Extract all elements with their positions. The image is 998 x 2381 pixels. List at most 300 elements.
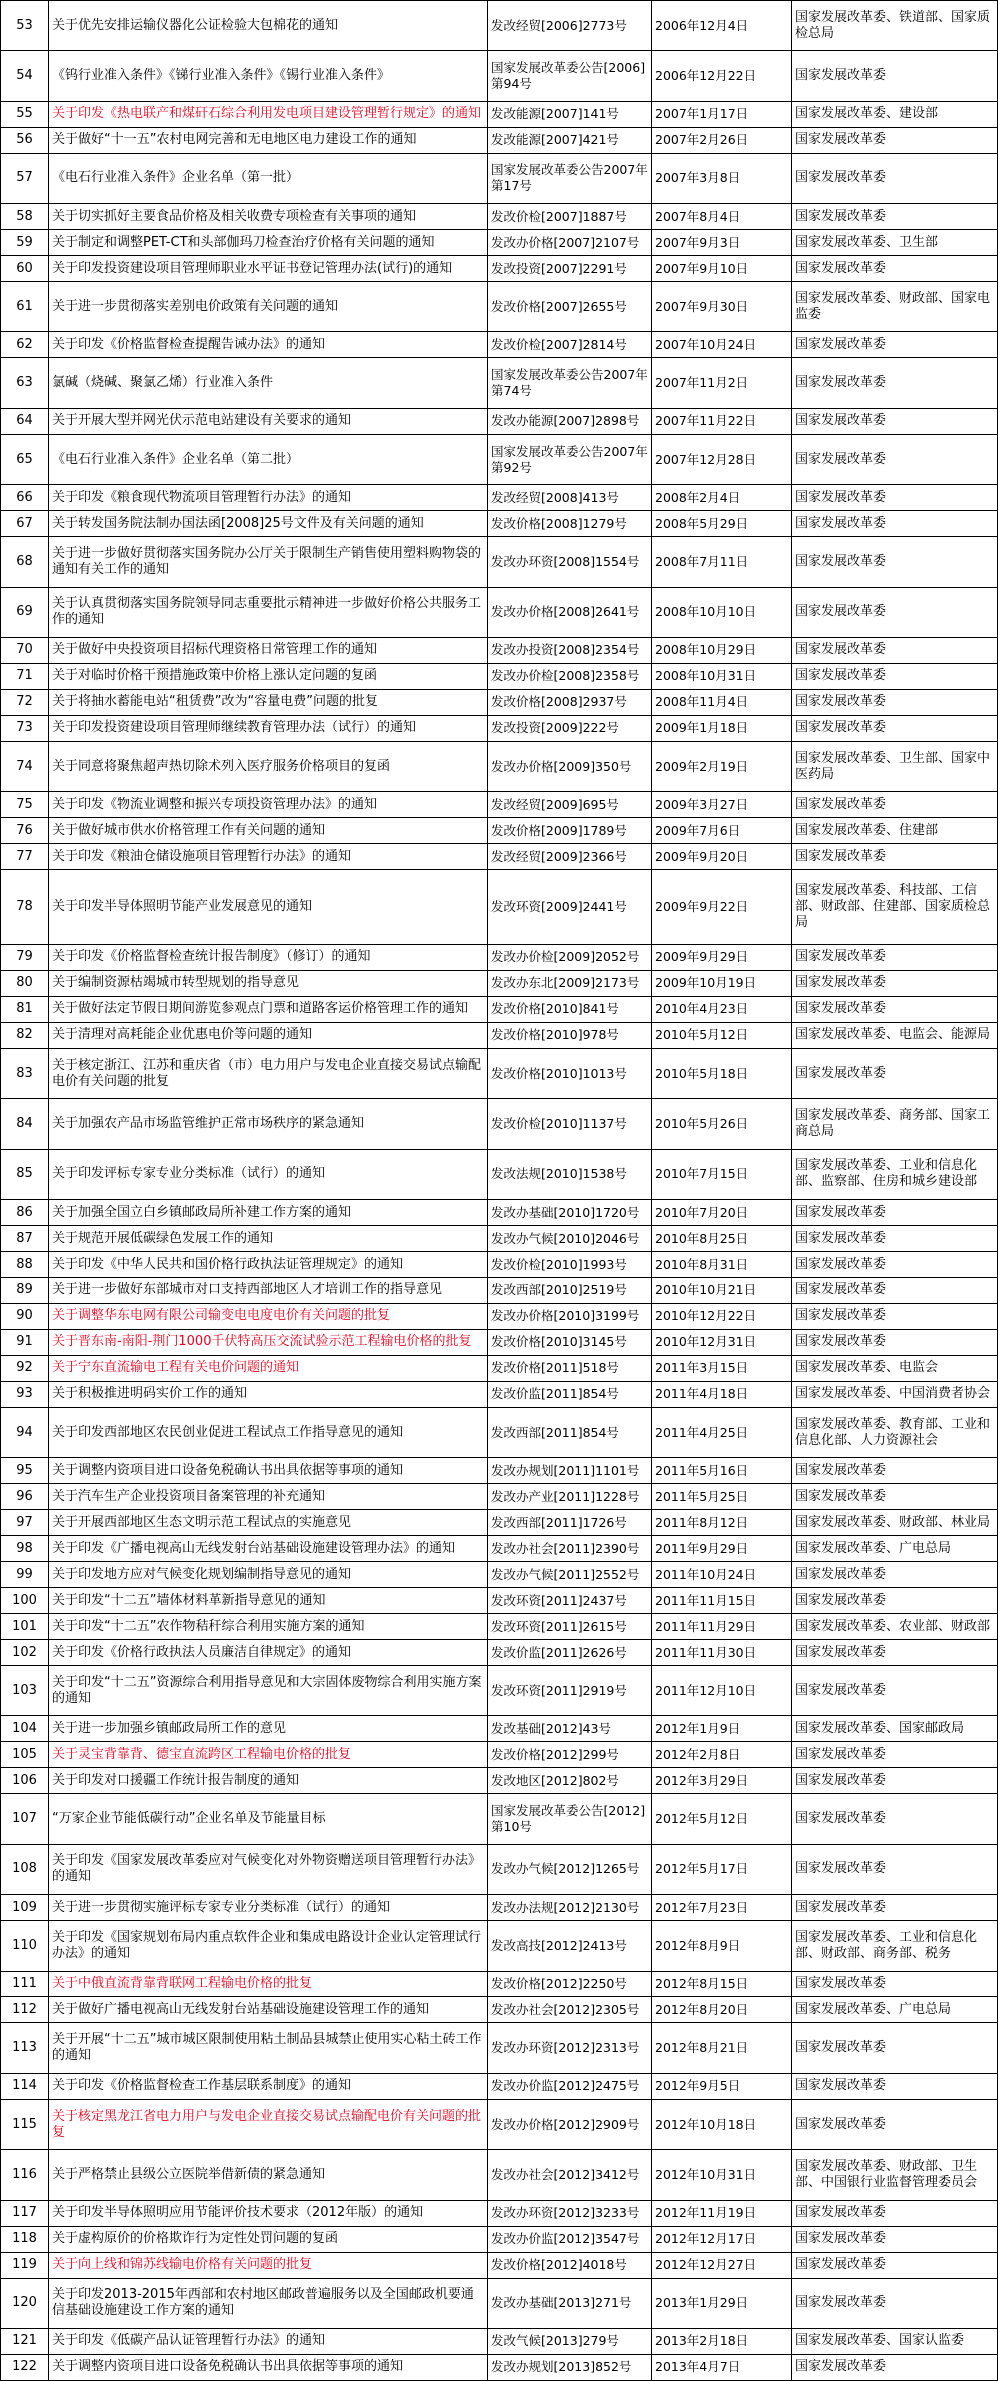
issue-date: 2011年9月29日 xyxy=(652,1536,792,1562)
issuing-department: 国家发展改革委、电监会 xyxy=(792,1355,998,1381)
issue-date: 2012年1月9日 xyxy=(652,1716,792,1742)
document-number: 发改地区[2012]802号 xyxy=(488,1768,652,1794)
document-number: 发改办价检[2009]2052号 xyxy=(488,945,652,971)
table-row xyxy=(1,1278,998,1304)
issuing-department: 国家发展改革委 xyxy=(792,127,998,153)
document-title: 关于进一步贯彻落实差别电价政策有关问题的通知 xyxy=(49,282,488,332)
issue-date: 2009年9月29日 xyxy=(652,945,792,971)
issue-date: 2008年10月29日 xyxy=(652,637,792,663)
issuing-department: 国家发展改革委、科技部、工信部、财政部、住建部、国家质检总局 xyxy=(792,870,998,945)
document-title: 《电石行业准入条件》企业名单（第二批） xyxy=(49,434,488,484)
row-number: 81 xyxy=(1,996,49,1022)
row-number: 88 xyxy=(1,1252,49,1278)
issuing-department: 国家发展改革委 xyxy=(792,1588,998,1614)
issue-date: 2007年3月8日 xyxy=(652,153,792,203)
issuing-department: 国家发展改革委 xyxy=(792,408,998,434)
issuing-department: 国家发展改革委 xyxy=(792,2023,998,2073)
document-number: 发改环资[2009]2441号 xyxy=(488,870,652,945)
document-number: 发改办价格[2008]2641号 xyxy=(488,587,652,637)
document-number: 发改办规划[2013]852号 xyxy=(488,2354,652,2380)
document-number: 发改办价格[2010]3199号 xyxy=(488,1303,652,1329)
document-number: 发改经贸[2009]695号 xyxy=(488,792,652,818)
row-number: 98 xyxy=(1,1536,49,1562)
issue-date: 2008年5月29日 xyxy=(652,511,792,537)
document-title: 关于中俄直流背靠背联网工程输电价格的批复 xyxy=(49,1971,488,1997)
document-number: 发改投资[2009]222号 xyxy=(488,715,652,741)
row-number: 74 xyxy=(1,741,49,791)
row-number: 91 xyxy=(1,1329,49,1355)
document-number: 发改价检[2007]1887号 xyxy=(488,204,652,230)
document-number: 发改价检[2010]1993号 xyxy=(488,1252,652,1278)
table-row xyxy=(1,1536,998,1562)
table-row xyxy=(1,127,998,153)
document-title: 关于印发投资建设项目管理师继续教育管理办法（试行）的通知 xyxy=(49,715,488,741)
row-number: 70 xyxy=(1,637,49,663)
document-number: 发改办价检[2008]2358号 xyxy=(488,663,652,689)
document-title: 关于制定和调整PET-CT和头部伽玛刀检查治疗价格有关问题的通知 xyxy=(49,230,488,256)
table-row xyxy=(1,153,998,203)
table-row xyxy=(1,434,998,484)
issue-date: 2009年7月6日 xyxy=(652,818,792,844)
document-number: 发改办环资[2012]2313号 xyxy=(488,2023,652,2073)
table-row xyxy=(1,230,998,256)
document-title: 关于印发《价格监督检查统计报告制度》（修订）的通知 xyxy=(49,945,488,971)
document-number: 发改办价格[2009]350号 xyxy=(488,741,652,791)
issue-date: 2012年5月12日 xyxy=(652,1794,792,1844)
document-number: 发改办价格[2007]2107号 xyxy=(488,230,652,256)
issue-date: 2012年10月18日 xyxy=(652,2099,792,2149)
row-number: 100 xyxy=(1,1588,49,1614)
document-number: 发改办基础[2010]1720号 xyxy=(488,1200,652,1226)
document-number: 发改价格[2010]841号 xyxy=(488,996,652,1022)
document-number: 发改高技[2012]2413号 xyxy=(488,1921,652,1971)
table-row xyxy=(1,282,998,332)
issuing-department: 国家发展改革委、财政部、国家电监委 xyxy=(792,282,998,332)
issue-date: 2008年7月11日 xyxy=(652,537,792,587)
document-number: 发改价格[2010]3145号 xyxy=(488,1329,652,1355)
issue-date: 2009年9月20日 xyxy=(652,844,792,870)
row-number: 61 xyxy=(1,282,49,332)
table-row xyxy=(1,1742,998,1768)
document-title: 关于调整内资项目进口设备免税确认书出具依据等事项的通知 xyxy=(49,1458,488,1484)
document-title: “万家企业节能低碳行动”企业名单及节能量目标 xyxy=(49,1794,488,1844)
issuing-department: 国家发展改革委 xyxy=(792,1458,998,1484)
document-title: 关于开展大型并网光伏示范电站建设有关要求的通知 xyxy=(49,408,488,434)
table-row xyxy=(1,1588,998,1614)
issue-date: 2013年2月18日 xyxy=(652,2328,792,2354)
table-row xyxy=(1,715,998,741)
issuing-department: 国家发展改革委、农业部、财政部 xyxy=(792,1614,998,1640)
table-row xyxy=(1,741,998,791)
row-number: 62 xyxy=(1,332,49,358)
table-row xyxy=(1,1022,998,1048)
table-row xyxy=(1,101,998,127)
document-title: 关于同意将聚焦超声热切除术列入医疗服务价格项目的复函 xyxy=(49,741,488,791)
row-number: 63 xyxy=(1,358,49,408)
document-title: 关于印发2013-2015年西部和农村地区邮政普遍服务以及全国邮政机要通信基础设施建设工作方案的通知 xyxy=(49,2278,488,2328)
document-title: 关于调整内资项目进口设备免税确认书出具依据等事项的通知 xyxy=(49,2354,488,2380)
document-title: 关于印发《广播电视高山无线发射台站基础设施建设管理办法》的通知 xyxy=(49,1536,488,1562)
table-row xyxy=(1,1971,998,1997)
table-row xyxy=(1,870,998,945)
document-title: 关于开展西部地区生态文明示范工程试点的实施意见 xyxy=(49,1510,488,1536)
document-title: 关于印发《国家发展改革委应对气候变化对外物资赠送项目管理暂行办法》的通知 xyxy=(49,1844,488,1894)
table-row xyxy=(1,792,998,818)
document-number: 发改办法规[2012]2130号 xyxy=(488,1895,652,1921)
document-title: 关于进一步做好东部城市对口支持西部地区人才培训工作的指导意见 xyxy=(49,1278,488,1304)
issue-date: 2011年3月15日 xyxy=(652,1355,792,1381)
document-title: 关于认真贯彻落实国务院领导同志重要批示精神进一步做好价格公共服务工作的通知 xyxy=(49,587,488,637)
issue-date: 2011年4月18日 xyxy=(652,1381,792,1407)
table-row xyxy=(1,2150,998,2200)
document-title: 关于做好“十一五”农村电网完善和无电地区电力建设工作的通知 xyxy=(49,127,488,153)
row-number: 54 xyxy=(1,51,49,101)
row-number: 120 xyxy=(1,2278,49,2328)
table-row xyxy=(1,1381,998,1407)
document-number: 发改办规划[2011]1101号 xyxy=(488,1458,652,1484)
issuing-department: 国家发展改革委 xyxy=(792,587,998,637)
row-number: 115 xyxy=(1,2099,49,2149)
row-number: 56 xyxy=(1,127,49,153)
document-number: 发改价格[2011]518号 xyxy=(488,1355,652,1381)
row-number: 106 xyxy=(1,1768,49,1794)
table-row xyxy=(1,1666,998,1716)
document-number: 国家发展改革委公告2007年第17号 xyxy=(488,153,652,203)
issue-date: 2012年12月17日 xyxy=(652,2226,792,2252)
table-row xyxy=(1,1048,998,1098)
document-title: 关于做好法定节假日期间游览参观点门票和道路客运价格管理工作的通知 xyxy=(49,996,488,1022)
issue-date: 2011年11月29日 xyxy=(652,1614,792,1640)
document-number: 发改办社会[2012]2305号 xyxy=(488,1997,652,2023)
issue-date: 2012年2月8日 xyxy=(652,1742,792,1768)
issue-date: 2012年12月27日 xyxy=(652,2252,792,2278)
table-row xyxy=(1,1895,998,1921)
issue-date: 2011年10月24日 xyxy=(652,1562,792,1588)
document-title: 关于核定浙江、江苏和重庆省（市）电力用户与发电企业直接交易试点输配电价有关问题的批复 xyxy=(49,1048,488,1098)
issuing-department: 国家发展改革委、广电总局 xyxy=(792,1997,998,2023)
issue-date: 2011年11月30日 xyxy=(652,1640,792,1666)
document-title: 关于清理对高耗能企业优惠电价等问题的通知 xyxy=(49,1022,488,1048)
table-row xyxy=(1,1716,998,1742)
row-number: 118 xyxy=(1,2226,49,2252)
document-number: 发改办能源[2007]2898号 xyxy=(488,408,652,434)
table-body xyxy=(1,1,998,2381)
document-number: 发改价监[2011]854号 xyxy=(488,1381,652,1407)
issuing-department: 国家发展改革委 xyxy=(792,2073,998,2099)
document-title: 关于开展“十二五”城市城区限制使用粘土制品县城禁止使用实心粘土砖工作的通知 xyxy=(49,2023,488,2073)
row-number: 64 xyxy=(1,408,49,434)
issuing-department: 国家发展改革委、商务部、国家工商总局 xyxy=(792,1099,998,1149)
issue-date: 2012年5月17日 xyxy=(652,1844,792,1894)
row-number: 114 xyxy=(1,2073,49,2099)
issuing-department: 国家发展改革委、中国消费者协会 xyxy=(792,1381,998,1407)
document-number: 发改环资[2011]2437号 xyxy=(488,1588,652,1614)
issue-date: 2010年4月23日 xyxy=(652,996,792,1022)
row-number: 67 xyxy=(1,511,49,537)
document-number: 发改经贸[2008]413号 xyxy=(488,485,652,511)
issuing-department: 国家发展改革委 xyxy=(792,996,998,1022)
issuing-department: 国家发展改革委 xyxy=(792,2200,998,2226)
issue-date: 2011年4月25日 xyxy=(652,1407,792,1457)
issue-date: 2008年2月4日 xyxy=(652,485,792,511)
table-row xyxy=(1,663,998,689)
table-row xyxy=(1,408,998,434)
row-number: 94 xyxy=(1,1407,49,1457)
document-number: 发改办价格[2012]2909号 xyxy=(488,2099,652,2149)
row-number: 104 xyxy=(1,1716,49,1742)
document-title: 关于做好广播电视高山无线发射台站基础设施建设管理工作的通知 xyxy=(49,1997,488,2023)
row-number: 76 xyxy=(1,818,49,844)
table-row xyxy=(1,844,998,870)
document-number: 发改能源[2007]141号 xyxy=(488,101,652,127)
issuing-department: 国家发展改革委 xyxy=(792,2099,998,2149)
issue-date: 2012年11月19日 xyxy=(652,2200,792,2226)
issuing-department: 国家发展改革委 xyxy=(792,1329,998,1355)
document-title: 关于编制资源枯竭城市转型规划的指导意见 xyxy=(49,970,488,996)
document-title: 关于印发半导体照明节能产业发展意见的通知 xyxy=(49,870,488,945)
document-number: 发改价格[2012]299号 xyxy=(488,1742,652,1768)
row-number: 58 xyxy=(1,204,49,230)
issuing-department: 国家发展改革委、住建部 xyxy=(792,818,998,844)
issuing-department: 国家发展改革委、卫生部 xyxy=(792,230,998,256)
table-row xyxy=(1,2073,998,2099)
table-row xyxy=(1,1921,998,1971)
document-title: 关于将抽水蓄能电站“租赁费”改为“容量电费”问题的批复 xyxy=(49,689,488,715)
document-number: 发改投资[2007]2291号 xyxy=(488,256,652,282)
issue-date: 2012年9月5日 xyxy=(652,2073,792,2099)
row-number: 78 xyxy=(1,870,49,945)
row-number: 116 xyxy=(1,2150,49,2200)
row-number: 110 xyxy=(1,1921,49,1971)
table-row xyxy=(1,970,998,996)
document-title: 关于进一步贯彻实施评标专家专业分类标准（试行）的通知 xyxy=(49,1895,488,1921)
issuing-department: 国家发展改革委 xyxy=(792,511,998,537)
issuing-department: 国家发展改革委 xyxy=(792,51,998,101)
issue-date: 2012年7月23日 xyxy=(652,1895,792,1921)
document-number: 发改办环资[2008]1554号 xyxy=(488,537,652,587)
table-row xyxy=(1,2278,998,2328)
issue-date: 2011年11月15日 xyxy=(652,1588,792,1614)
document-title: 氯碱（烧碱、聚氯乙烯）行业准入条件 xyxy=(49,358,488,408)
document-title: 《电石行业准入条件》企业名单（第一批） xyxy=(49,153,488,203)
issuing-department: 国家发展改革委 xyxy=(792,434,998,484)
document-number: 发改价格[2007]2655号 xyxy=(488,282,652,332)
issuing-department: 国家发展改革委 xyxy=(792,792,998,818)
document-title: 关于进一步做好贯彻落实国务院办公厅关于限制生产销售使用塑料购物袋的通知有关工作的通知 xyxy=(49,537,488,587)
table-row xyxy=(1,1099,998,1149)
issuing-department: 国家发展改革委 xyxy=(792,204,998,230)
document-title: 关于印发“十二五”农作物秸秆综合利用实施方案的通知 xyxy=(49,1614,488,1640)
document-number: 发改价格[2010]1013号 xyxy=(488,1048,652,1098)
issue-date: 2013年4月7日 xyxy=(652,2354,792,2380)
row-number: 99 xyxy=(1,1562,49,1588)
row-number: 102 xyxy=(1,1640,49,1666)
issue-date: 2007年12月28日 xyxy=(652,434,792,484)
document-number: 发改办价监[2012]3547号 xyxy=(488,2226,652,2252)
issue-date: 2011年12月10日 xyxy=(652,1666,792,1716)
issue-date: 2011年5月16日 xyxy=(652,1458,792,1484)
issuing-department: 国家发展改革委 xyxy=(792,537,998,587)
document-title: 关于宁东直流输电工程有关电价问题的通知 xyxy=(49,1355,488,1381)
document-title: 关于印发《物流业调整和振兴专项投资管理办法》的通知 xyxy=(49,792,488,818)
table-row xyxy=(1,1458,998,1484)
document-number: 发改办社会[2011]2390号 xyxy=(488,1536,652,1562)
row-number: 121 xyxy=(1,2328,49,2354)
table-row xyxy=(1,358,998,408)
table-row xyxy=(1,1562,998,1588)
row-number: 105 xyxy=(1,1742,49,1768)
issuing-department: 国家发展改革委 xyxy=(792,1303,998,1329)
issuing-department: 国家发展改革委、工业和信息化部、监察部、住房和城乡建设部 xyxy=(792,1149,998,1199)
document-title: 关于印发投资建设项目管理师职业水平证书登记管理办法(试行)的通知 xyxy=(49,256,488,282)
issue-date: 2010年8月25日 xyxy=(652,1226,792,1252)
row-number: 90 xyxy=(1,1303,49,1329)
issue-date: 2012年8月20日 xyxy=(652,1997,792,2023)
issue-date: 2007年10月24日 xyxy=(652,332,792,358)
document-title: 关于印发《粮油仓储设施项目管理暂行办法》的通知 xyxy=(49,844,488,870)
table-row xyxy=(1,1355,998,1381)
issuing-department: 国家发展改革委、建设部 xyxy=(792,101,998,127)
table-row xyxy=(1,2354,998,2380)
table-row xyxy=(1,637,998,663)
row-number: 55 xyxy=(1,101,49,127)
row-number: 80 xyxy=(1,970,49,996)
row-number: 107 xyxy=(1,1794,49,1844)
table-row xyxy=(1,996,998,1022)
issuing-department: 国家发展改革委 xyxy=(792,256,998,282)
issuing-department: 国家发展改革委、卫生部、国家中医药局 xyxy=(792,741,998,791)
document-number: 发改办社会[2012]3412号 xyxy=(488,2150,652,2200)
issue-date: 2007年2月26日 xyxy=(652,127,792,153)
document-number: 国家发展改革委公告[2012]第10号 xyxy=(488,1794,652,1844)
document-number: 发改办投资[2008]2354号 xyxy=(488,637,652,663)
issuing-department: 国家发展改革委 xyxy=(792,1895,998,1921)
document-title: 关于汽车生产企业投资项目备案管理的补充通知 xyxy=(49,1484,488,1510)
issuing-department: 国家发展改革委 xyxy=(792,1844,998,1894)
issue-date: 2008年10月31日 xyxy=(652,663,792,689)
issue-date: 2006年12月4日 xyxy=(652,1,792,51)
issue-date: 2010年7月15日 xyxy=(652,1149,792,1199)
document-title: 关于印发“十二五”墙体材料革新指导意见的通知 xyxy=(49,1588,488,1614)
issue-date: 2010年12月22日 xyxy=(652,1303,792,1329)
issuing-department: 国家发展改革委 xyxy=(792,1794,998,1844)
issuing-department: 国家发展改革委 xyxy=(792,2278,998,2328)
issue-date: 2011年5月25日 xyxy=(652,1484,792,1510)
document-number: 发改经贸[2006]2773号 xyxy=(488,1,652,51)
document-title: 关于印发《国家规划布局内重点软件企业和集成电路设计企业认定管理试行办法》的通知 xyxy=(49,1921,488,1971)
row-number: 95 xyxy=(1,1458,49,1484)
document-number: 发改经贸[2009]2366号 xyxy=(488,844,652,870)
document-number: 国家发展改革委公告2007年第92号 xyxy=(488,434,652,484)
document-title: 关于印发《价格监督检查提醒告诫办法》的通知 xyxy=(49,332,488,358)
issuing-department: 国家发展改革委、国家邮政局 xyxy=(792,1716,998,1742)
table-row xyxy=(1,2023,998,2073)
table-row xyxy=(1,818,998,844)
table-row xyxy=(1,1200,998,1226)
row-number: 117 xyxy=(1,2200,49,2226)
issuing-department: 国家发展改革委 xyxy=(792,637,998,663)
table-row xyxy=(1,1997,998,2023)
document-title: 关于做好中央投资项目招标代理资格日常管理工作的通知 xyxy=(49,637,488,663)
document-title: 关于向上线和锦苏线输电价格有关问题的批复 xyxy=(49,2252,488,2278)
document-title: 关于晋东南-南阳-荆门1000千伏特高压交流试验示范工程输电价格的批复 xyxy=(49,1329,488,1355)
row-number: 119 xyxy=(1,2252,49,2278)
table-row xyxy=(1,587,998,637)
row-number: 103 xyxy=(1,1666,49,1716)
issuing-department: 国家发展改革委、铁道部、国家质检总局 xyxy=(792,1,998,51)
issuing-department: 国家发展改革委 xyxy=(792,1666,998,1716)
issue-date: 2007年9月10日 xyxy=(652,256,792,282)
issuing-department: 国家发展改革委、电监会、能源局 xyxy=(792,1022,998,1048)
document-title: 关于印发《价格监督检查工作基层联系制度》的通知 xyxy=(49,2073,488,2099)
table-row xyxy=(1,1844,998,1894)
document-title: 关于优先安排运输仪器化公证检验大包棉花的通知 xyxy=(49,1,488,51)
document-number: 发改法规[2010]1538号 xyxy=(488,1149,652,1199)
document-title: 关于规范开展低碳绿色发展工作的通知 xyxy=(49,1226,488,1252)
table-row xyxy=(1,2328,998,2354)
table-row xyxy=(1,256,998,282)
row-number: 93 xyxy=(1,1381,49,1407)
document-number: 发改价格[2012]4018号 xyxy=(488,2252,652,2278)
issue-date: 2011年8月12日 xyxy=(652,1510,792,1536)
table-row xyxy=(1,51,998,101)
issuing-department: 国家发展改革委 xyxy=(792,2252,998,2278)
document-number: 发改价格[2008]1279号 xyxy=(488,511,652,537)
table-row xyxy=(1,1768,998,1794)
document-title: 关于印发《低碳产品认证管理暂行办法》的通知 xyxy=(49,2328,488,2354)
table-row xyxy=(1,1794,998,1844)
issue-date: 2009年9月22日 xyxy=(652,870,792,945)
issuing-department: 国家发展改革委 xyxy=(792,1742,998,1768)
document-number: 发改价格[2009]1789号 xyxy=(488,818,652,844)
issue-date: 2009年1月18日 xyxy=(652,715,792,741)
document-title: 关于印发《价格行政执法人员廉洁自律规定》的通知 xyxy=(49,1640,488,1666)
document-number: 发改西部[2011]1726号 xyxy=(488,1510,652,1536)
document-title: 关于核定黑龙江省电力用户与发电企业直接交易试点输配电价有关问题的批复 xyxy=(49,2099,488,2149)
document-title: 关于加强农产品市场监管维护正常市场秩序的紧急通知 xyxy=(49,1099,488,1149)
table-row xyxy=(1,332,998,358)
document-title: 关于积极推进明码实价工作的通知 xyxy=(49,1381,488,1407)
issuing-department: 国家发展改革委 xyxy=(792,1768,998,1794)
issuing-department: 国家发展改革委 xyxy=(792,844,998,870)
row-number: 77 xyxy=(1,844,49,870)
row-number: 112 xyxy=(1,1997,49,2023)
document-title: 关于印发地方应对气候变化规划编制指导意见的通知 xyxy=(49,1562,488,1588)
row-number: 53 xyxy=(1,1,49,51)
table-row xyxy=(1,945,998,971)
table-row xyxy=(1,1,998,51)
issue-date: 2012年8月15日 xyxy=(652,1971,792,1997)
table-row xyxy=(1,1252,998,1278)
row-number: 113 xyxy=(1,2023,49,2073)
issuing-department: 国家发展改革委 xyxy=(792,1971,998,1997)
table-row xyxy=(1,485,998,511)
table-row xyxy=(1,204,998,230)
document-number: 发改价格[2008]2937号 xyxy=(488,689,652,715)
table-row xyxy=(1,1226,998,1252)
row-number: 68 xyxy=(1,537,49,587)
row-number: 59 xyxy=(1,230,49,256)
document-number: 国家发展改革委公告[2006]第94号 xyxy=(488,51,652,101)
document-title: 关于进一步加强乡镇邮政局所工作的意见 xyxy=(49,1716,488,1742)
document-title: 关于调整华东电网有限公司输变电电度电价有关问题的批复 xyxy=(49,1303,488,1329)
issuing-department: 国家发展改革委 xyxy=(792,153,998,203)
row-number: 83 xyxy=(1,1048,49,1098)
issuing-department: 国家发展改革委 xyxy=(792,945,998,971)
issue-date: 2007年1月17日 xyxy=(652,101,792,127)
issue-date: 2013年1月29日 xyxy=(652,2278,792,2328)
issue-date: 2010年8月31日 xyxy=(652,1252,792,1278)
